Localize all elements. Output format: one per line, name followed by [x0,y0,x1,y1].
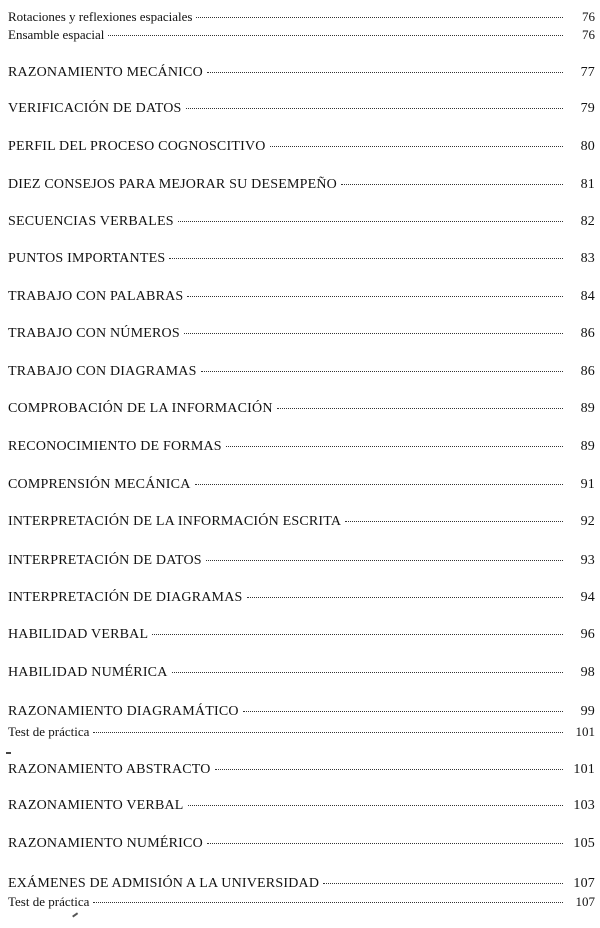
dot-leader [186,108,563,109]
toc-entry [8,627,595,643]
toc-entry-title: INTERPRETACIÓN DE DIAGRAMAS [8,590,243,605]
toc-entry [8,101,595,117]
dot-leader [184,333,563,334]
dot-leader [345,521,563,522]
toc-entry [8,139,595,155]
dot-leader [187,296,563,297]
toc-entry-page: 86 [580,364,595,379]
toc-entry-page: 98 [580,665,595,680]
toc-entry [8,439,595,455]
toc-entry-title: HABILIDAD NUMÉRICA [8,665,168,680]
toc-entry-page: 107 [575,894,595,909]
toc-entry-page: 92 [580,514,595,529]
dot-leader [93,732,563,733]
dot-leader [152,634,563,635]
dot-leader [196,17,563,18]
dot-leader [178,221,563,222]
toc-entry-title: Test de práctica [8,724,90,739]
toc-entry-title: DIEZ CONSEJOS PARA MEJORAR SU DESEMPEÑO [8,177,337,192]
dot-leader [277,408,563,409]
toc-entry [8,289,595,305]
dot-leader [226,446,563,447]
toc-entry-page: 76 [582,27,595,42]
toc-entry [8,836,595,852]
dot-leader [195,484,563,485]
dot-leader [247,597,564,598]
toc-entry-page: 107 [573,876,595,891]
toc-entry-page: 103 [573,798,595,813]
toc-entry-page: 82 [580,214,595,229]
toc-entry-page: 89 [580,439,595,454]
toc-entry-title: RAZONAMIENTO NUMÉRICO [8,836,203,851]
dot-leader [215,769,563,770]
toc-entry-page: 96 [580,627,595,642]
toc-entry-title: HABILIDAD VERBAL [8,627,149,642]
stray-dash-mark [6,752,11,754]
toc-entry-title: RAZONAMIENTO DIAGRAMÁTICO [8,704,239,719]
dot-leader [243,711,563,712]
toc-entry [8,177,595,193]
toc-entry-title: EXÁMENES DE ADMISIÓN A LA UNIVERSIDAD [8,876,320,891]
toc-entry-title: TRABAJO CON DIAGRAMAS [8,364,197,379]
toc-entry [8,894,595,910]
toc-entry-page: 91 [580,477,595,492]
toc-entry [8,724,595,740]
toc-entry [8,65,595,81]
dot-leader [188,805,563,806]
toc-entry-page: 94 [580,590,595,605]
toc-entry [8,326,595,342]
toc-entry-title: RECONOCIMIENTO DE FORMAS [8,439,222,454]
toc-entry-title: INTERPRETACIÓN DE DATOS [8,553,202,568]
toc-entry [8,364,595,380]
toc-entry [8,401,595,417]
toc-entry [8,514,595,530]
dot-leader [341,184,563,185]
toc-entry-page: 101 [575,724,595,739]
toc-entry-page: 76 [582,9,595,24]
stray-pen-mark [72,912,78,917]
toc-entry-title: PERFIL DEL PROCESO COGNOSCITIVO [8,139,266,154]
dot-leader [207,843,563,844]
toc-entry [8,27,595,43]
toc-entry-title: RAZONAMIENTO MECÁNICO [8,65,203,80]
toc-entry-page: 77 [580,65,595,80]
dot-leader [207,72,563,73]
toc-entry-page: 86 [580,326,595,341]
toc-entry [8,876,595,892]
toc-entry-page: 84 [580,289,595,304]
toc-entry [8,665,595,681]
dot-leader [93,902,563,903]
dot-leader [169,258,563,259]
toc-entry-page: 81 [580,177,595,192]
toc-entry-title: INTERPRETACIÓN DE LA INFORMACIÓN ESCRITA [8,514,342,529]
toc-entry [8,251,595,267]
dot-leader [108,35,563,36]
toc-entry-page: 105 [573,836,595,851]
toc-entry-title: SECUENCIAS VERBALES [8,214,174,229]
toc-entry [8,762,595,778]
toc-entry [8,590,595,606]
toc-entry-title: TRABAJO CON NÚMEROS [8,326,180,341]
toc-entry-page: 80 [580,139,595,154]
toc-entry [8,9,595,25]
toc-entry-title: RAZONAMIENTO ABSTRACTO [8,762,211,777]
dot-leader [270,146,563,147]
toc-entry [8,477,595,493]
toc-entry-title: COMPRENSIÓN MECÁNICA [8,477,191,492]
toc-entry-title: Ensamble espacial [8,27,105,42]
toc-entry-title: VERIFICACIÓN DE DATOS [8,101,182,116]
toc-entry-title: RAZONAMIENTO VERBAL [8,798,184,813]
toc-entry-page: 99 [580,704,595,719]
toc-entry-page: 93 [580,553,595,568]
toc-entry-title: PUNTOS IMPORTANTES [8,251,166,266]
dot-leader [201,371,563,372]
toc-entry [8,214,595,230]
dot-leader [206,560,563,561]
toc-entry-page: 89 [580,401,595,416]
toc-entry [8,553,595,569]
toc-entry [8,798,595,814]
toc-entry-page: 83 [580,251,595,266]
toc-entry-page: 101 [573,762,595,777]
toc-entry-title: Rotaciones y reflexiones espaciales [8,9,193,24]
toc-entry-title: TRABAJO CON PALABRAS [8,289,184,304]
dot-leader [323,883,563,884]
toc-entry-title: COMPROBACIÓN DE LA INFORMACIÓN [8,401,273,416]
dot-leader [172,672,563,673]
toc-entry-page: 79 [580,101,595,116]
toc-entry [8,704,595,720]
toc-entry-title: Test de práctica [8,894,90,909]
